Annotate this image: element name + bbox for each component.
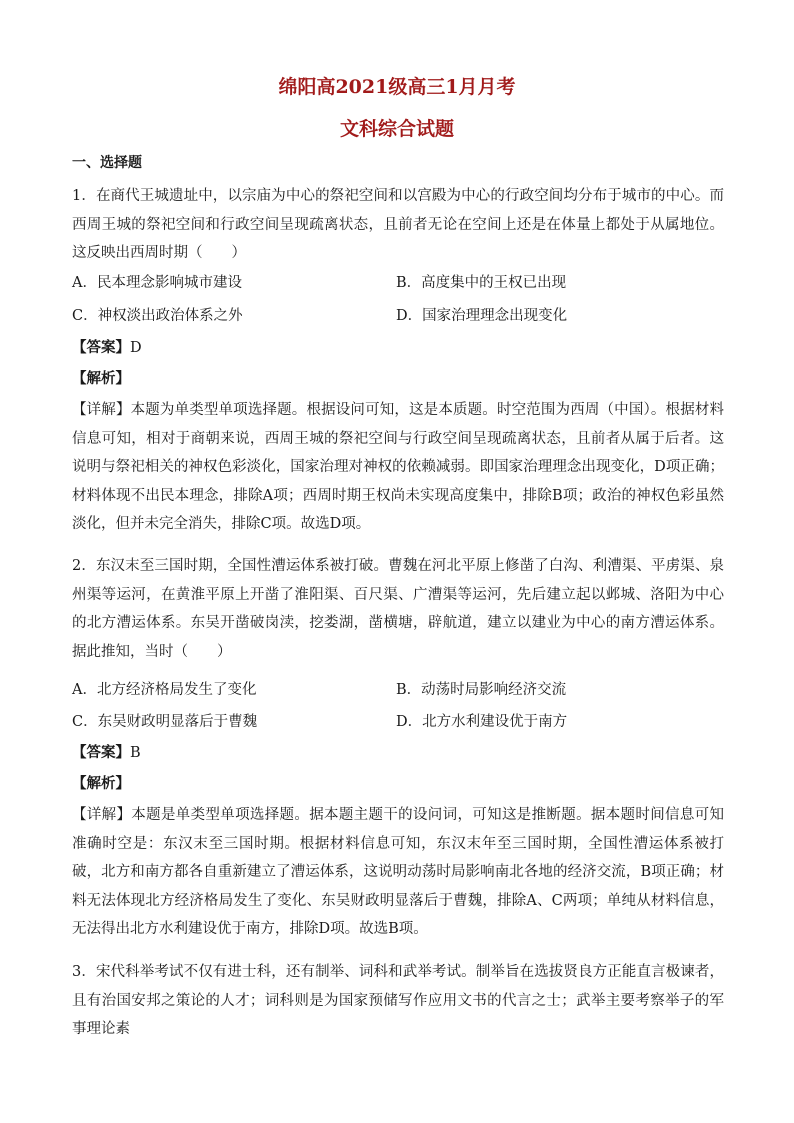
question-1-detail: 【详解】本题为单类型单项选择题。根据设问可知，这是本质题。时空范围为西周（中国）。根据材料信息可知，相对于商朝来说，西周王城的祭祀空间与行政空间呈现疏离状态，且前者从属于后者。这说明与祭祀相关的神权色彩淡化，国家治理对神权的依赖减弱。即国家治理理念出现变化，D项正确；材料体现不出民本理念，排除A项；西周时期王权尚未实现高度集中，排除B项；政治的神权色彩虽然淡化，但并未完全消失，排除C项。故选D项。 [72, 402, 724, 532]
question-3-stem: 3．宋代科举考试不仅有进士科，还有制举、词科和武举考试。制举旨在选拔贤良方正能直言极谏者，且有治国安邦之策论的人才；词科则是为国家预储写作应用文书的代言之士；武举主要考察举子的军事理论素 [72, 964, 724, 1037]
question-2-stem: 2．东汉末至三国时期，全国性漕运体系被打破。曹魏在河北平原上修凿了白沟、利漕渠、平虏渠、泉州渠等运河，在黄淮平原上开凿了淮阳渠、百尺渠、广漕渠等运河，先后建立起以邺城、洛阳为中心的北方漕运体系。东吴开凿破岗渎，挖娄湖，凿横塘，辟航道，建立以建业为中心的南方漕运体系。据此推知，当时（ ） [72, 558, 724, 660]
question-2-option-a: A．北方经济格局发生了变化 [72, 682, 257, 698]
question-2-answer [72, 741, 141, 762]
question-1-stem: 1．在商代王城遗址中，以宗庙为中心的祭祀空间和以宫殿为中心的行政空间均分布于城市的中心。而西周王城的祭祀空间和行政空间呈现疏离状态，且前者无论在空间上还是在体量上都处于从属地位。这反映出西周时期（ ） [72, 188, 724, 261]
document-subtitle: 文科综合试题 [339, 118, 454, 140]
answer-label: 【答案】 [72, 744, 130, 761]
question-1-analysis-label: 【解析】 [72, 370, 130, 387]
answer-value: B [130, 745, 141, 761]
question-2-option-c: C．东吴财政明显落后于曹魏 [72, 714, 258, 730]
question-1-option-a: A．民本理念影响城市建设 [72, 275, 242, 291]
answer-value: D [130, 340, 142, 356]
question-2-option-b: B．动荡时局影响经济交流 [396, 682, 567, 698]
answer-label: 【答案】 [72, 339, 130, 356]
question-1-option-d: D．国家治理理念出现变化 [396, 308, 568, 324]
question-2-analysis-label: 【解析】 [72, 775, 130, 792]
question-2-detail: 【详解】本题是单类型单项选择题。据本题主题干的设问词，可知这是推断题。据本题时间信息可知准确时空是：东汉末至三国时期。根据材料信息可知，东汉末年至三国时期，全国性漕运体系被打破，北方和南方都各自重新建立了漕运体系，这说明动荡时局影响南北各地的经济交流，B项正确；材料无法体现北方经济格局发生了变化、东吴财政明显落后于曹魏，排除A、C两项；单纯从材料信息，无法得出北方水利建设优于南方，排除D项。故选B项。 [72, 807, 724, 937]
section-heading: 一、选择题 [72, 155, 142, 171]
document-title: 绵阳高2021级高三1月月考 [278, 76, 516, 98]
question-1-option-c: C．神权淡出政治体系之外 [72, 308, 243, 324]
question-1-answer [72, 336, 142, 357]
question-1-option-b: B．高度集中的王权已出现 [396, 275, 567, 291]
question-2-option-d: D．北方水利建设优于南方 [396, 714, 568, 730]
